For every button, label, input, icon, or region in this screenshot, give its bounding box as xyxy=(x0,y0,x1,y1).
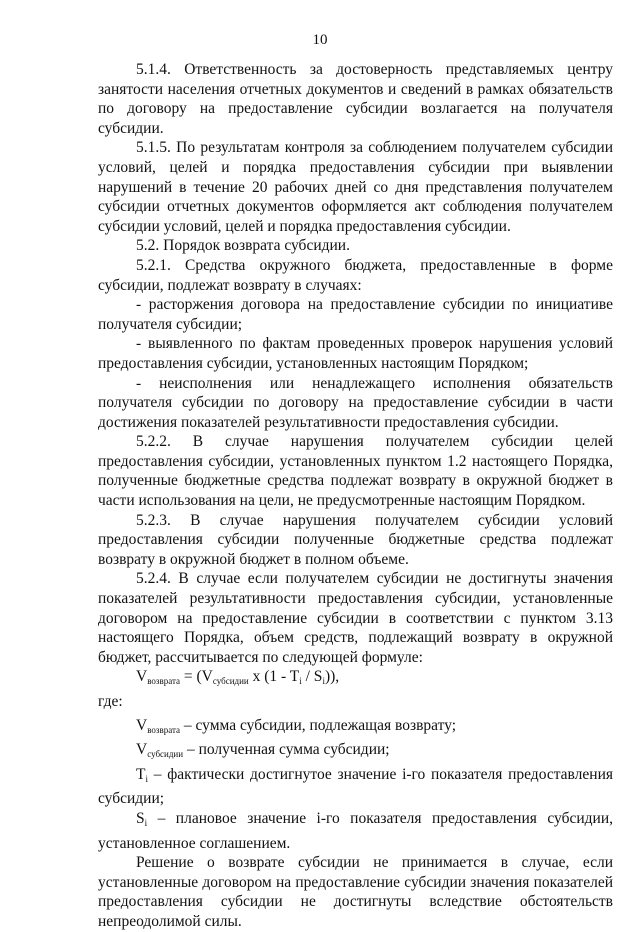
list-item-violation: - выявленного по фактам проведенных проверок нарушения условий предоставления субсидии, установленных настоящим Порядком; xyxy=(98,335,613,372)
paragraph-5-2-4: 5.2.4. В случае если получателем субсидии не достигнуты значения показателей результативности предоставления субсидии, установленные договором на предоставление субсидии в соответствии с пунктом 3.13 настоящего Порядка, объем средств, подлежащий возврату в окружной бюджет, рассчитывается по следующей формуле: xyxy=(98,570,613,666)
paragraph-5-2-3: 5.2.3. В случае нарушения получателем субсидии условий предоставления субсидии полученные бюджетные средства подлежат возврату в окружной бюджет в полном объеме. xyxy=(98,511,613,568)
return-formula: $V_{возврата} = (V_{субсидии}$ x $(1 - T_i / S_i)$), xyxy=(136,668,340,687)
final-paragraph: Решение о возврате субсидии не принимается в случае, если установленные договором на предоставление субсидии значения показателей предоставления субсидии не достигнуты вследствие обстоятельств непреодолимой силы. xyxy=(98,854,613,930)
paragraph-5-2: 5.2. Порядок возврата субсидии. xyxy=(136,237,350,255)
definition-t-i: $T_i$ – фактически достигнутое значение i-го показателя предоставления субсидии; xyxy=(98,765,613,808)
definition-v-return: $V_{возврата}$ – сумма субсидии, подлежащая возврату; xyxy=(136,716,457,735)
page-number: 10 xyxy=(312,32,328,48)
paragraph-5-1-4: 5.1.4. Ответственность за достоверность представляемых центру занятости населения отчетных документов и сведений в рамках обязательств по договору на предоставление субсидии возлагается на получателя субсидии. xyxy=(98,61,613,137)
paragraph-5-2-1: 5.2.1. Средства окружного бюджета, предоставленные в форме субсидии, подлежат возврату в случаях: xyxy=(98,256,613,294)
document-body xyxy=(98,60,613,932)
where-label: где: xyxy=(98,693,123,710)
paragraph-5-2-2: 5.2.2. В случае нарушения получателем субсидии целей предоставления субсидии, установленных пунктом 1.2 настоящего Порядка, полученные бюджетные средства подлежат возврату в окружной бюджет в части использования на цели, не предусмотренные настоящим Порядком. xyxy=(98,433,613,510)
definition-s-i: $S_i$ – плановое значение i-го показателя предоставления субсидии, установленное соглашением. xyxy=(98,809,613,852)
definition-v-subsidy: $V_{субсидии}$ – полученная сумма субсидии; xyxy=(136,741,390,760)
list-item-non-fulfillment: - неисполнения или ненадлежащего исполнения обязательств получателя субсидии по договору на предоставление субсидии в части достижения показателей результативности предоставления субсидии. xyxy=(98,374,613,431)
list-item-termination: - расторжения договора на предоставление субсидии по инициативе получателя субсидии; xyxy=(98,296,613,333)
paragraph-5-1-5: 5.1.5. По результатам контроля за соблюдением получателем субсидии условий, целей и порядка предоставления субсидии при выявлении нарушений в течение 20 рабочих дней со дня представления получателем субсидии отчетных документов оформляется акт соблюдения получателем субсидии условий, целей и порядка предоставления субсидии. xyxy=(98,139,613,235)
